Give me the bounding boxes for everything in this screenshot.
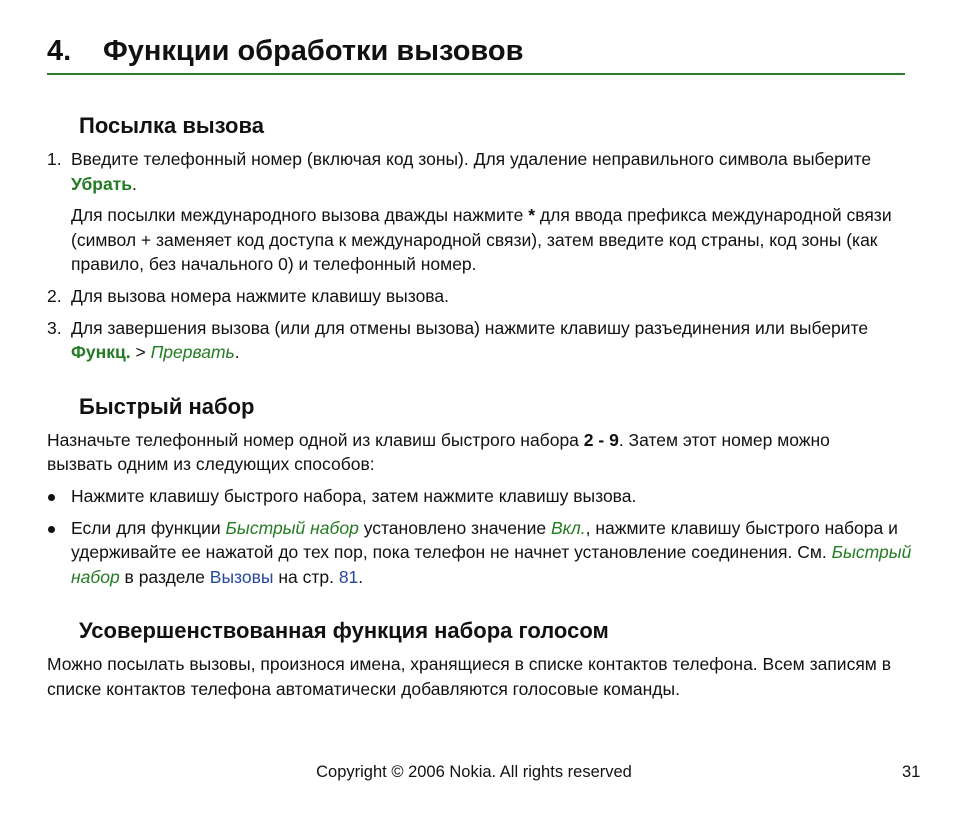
- step-number: 2.: [47, 285, 62, 306]
- text-segment: Для посылки международного вызова дважды нажмите: [71, 205, 529, 226]
- step-body: [71, 316, 930, 365]
- page-number: 31: [902, 763, 921, 781]
- softkey-clear: Убрать: [71, 173, 133, 194]
- page-footer: [0, 760, 954, 784]
- text-line: списке контактов телефона автоматически добавляются голосовые команды.: [47, 678, 680, 699]
- text-line: Для вызова номера нажмите клавишу вызова.: [71, 285, 449, 306]
- section-making-a-call: [47, 112, 930, 365]
- bullet-item-2: [47, 516, 930, 590]
- option-end-call: Прервать: [150, 342, 235, 363]
- section-link-calls[interactable]: Вызовы: [209, 566, 274, 587]
- text-segment: . Затем этот номер можно: [618, 429, 830, 450]
- speed-dial-keys: 2 - 9: [583, 429, 619, 450]
- text-line: [71, 340, 930, 365]
- text-segment: .: [234, 342, 240, 363]
- star-key: *: [528, 205, 536, 226]
- page-link[interactable]: 81: [338, 566, 359, 587]
- text-segment: в разделе: [119, 566, 210, 587]
- text-line: вызвать одним из следующих способов:: [47, 454, 375, 475]
- bullet-marker: [48, 526, 55, 533]
- text-segment: удерживайте ее нажатой до тех пор, пока телефон не начнет установление соединения. См.: [71, 542, 832, 563]
- text-line: [71, 203, 930, 228]
- cross-ref-speed-dialing: набор: [71, 566, 120, 587]
- step-3: [47, 316, 930, 365]
- section-heading-speed-dialing: Быстрый набор: [79, 393, 255, 419]
- chapter-title-text: Функции обработки вызовов: [103, 35, 524, 67]
- bullet-marker: [48, 494, 55, 501]
- text-segment: Назначьте телефонный номер одной из клавиш быстрого набора: [47, 429, 584, 450]
- section-heading-making-a-call: Посылка вызова: [79, 113, 264, 138]
- text-segment: установлено значение: [358, 517, 551, 538]
- setting-speed-dialing: Быстрый набор: [225, 517, 359, 538]
- step-2: [47, 284, 930, 309]
- step-body: [71, 284, 930, 309]
- section-voice-dialing: [47, 617, 930, 701]
- text-line: Для завершения вызова (или для отмены вызова) нажмите клавишу разъединения или выберите: [71, 317, 869, 338]
- menu-separator: >: [130, 342, 151, 363]
- page-content: [47, 0, 930, 702]
- text-line: [71, 516, 930, 541]
- section-speed-dialing: [47, 393, 930, 590]
- copyright-notice: Copyright © 2006 Nokia. All rights reserved: [316, 763, 632, 781]
- text-segment: для ввода префикса международной связи: [535, 205, 892, 226]
- text-segment: Если для функции: [71, 517, 226, 538]
- text-line: [47, 428, 930, 453]
- international-call-paragraph: [47, 203, 930, 277]
- step-1: [47, 147, 930, 196]
- text-segment: на стр.: [273, 566, 339, 587]
- step-number: 1.: [47, 149, 62, 169]
- speed-dial-intro: [47, 428, 930, 477]
- chapter-number: 4.: [47, 35, 72, 67]
- title-rule: [47, 73, 905, 75]
- text-line: [71, 565, 930, 590]
- text-segment: .: [132, 173, 137, 194]
- cross-ref-speed-dialing: Быстрый: [831, 542, 912, 563]
- softkey-options: Функц.: [71, 342, 131, 363]
- text-line: правило, без начального 0) и телефонный номер.: [71, 254, 477, 275]
- voice-dialing-paragraph: [47, 652, 930, 701]
- text-line: [71, 172, 930, 197]
- bullet-item-1: [47, 484, 930, 509]
- section-heading-voice-dialing: Усовершенствованная функция набора голосом: [79, 618, 609, 644]
- setting-value-on: Вкл.: [550, 517, 586, 538]
- text-line: [71, 540, 930, 565]
- text-segment: , нажмите клавишу быстрого набора и: [585, 517, 898, 538]
- text-line: Введите телефонный номер (включая код зоны). Для удаление неправильного символа выберите: [71, 149, 872, 169]
- step-body: [71, 147, 930, 196]
- text-line: Можно посылать вызовы, произнося имена, хранящиеся в списке контактов телефона. Всем записям в: [47, 654, 891, 675]
- step-number: 3.: [47, 317, 62, 338]
- text-segment: .: [358, 566, 364, 587]
- chapter-title: [47, 33, 930, 69]
- text-line: (символ + заменяет код доступа к международной связи), затем введите код страны, код зоны (как: [71, 229, 878, 250]
- text-line: Нажмите клавишу быстрого набора, затем нажмите клавишу вызова.: [71, 485, 637, 506]
